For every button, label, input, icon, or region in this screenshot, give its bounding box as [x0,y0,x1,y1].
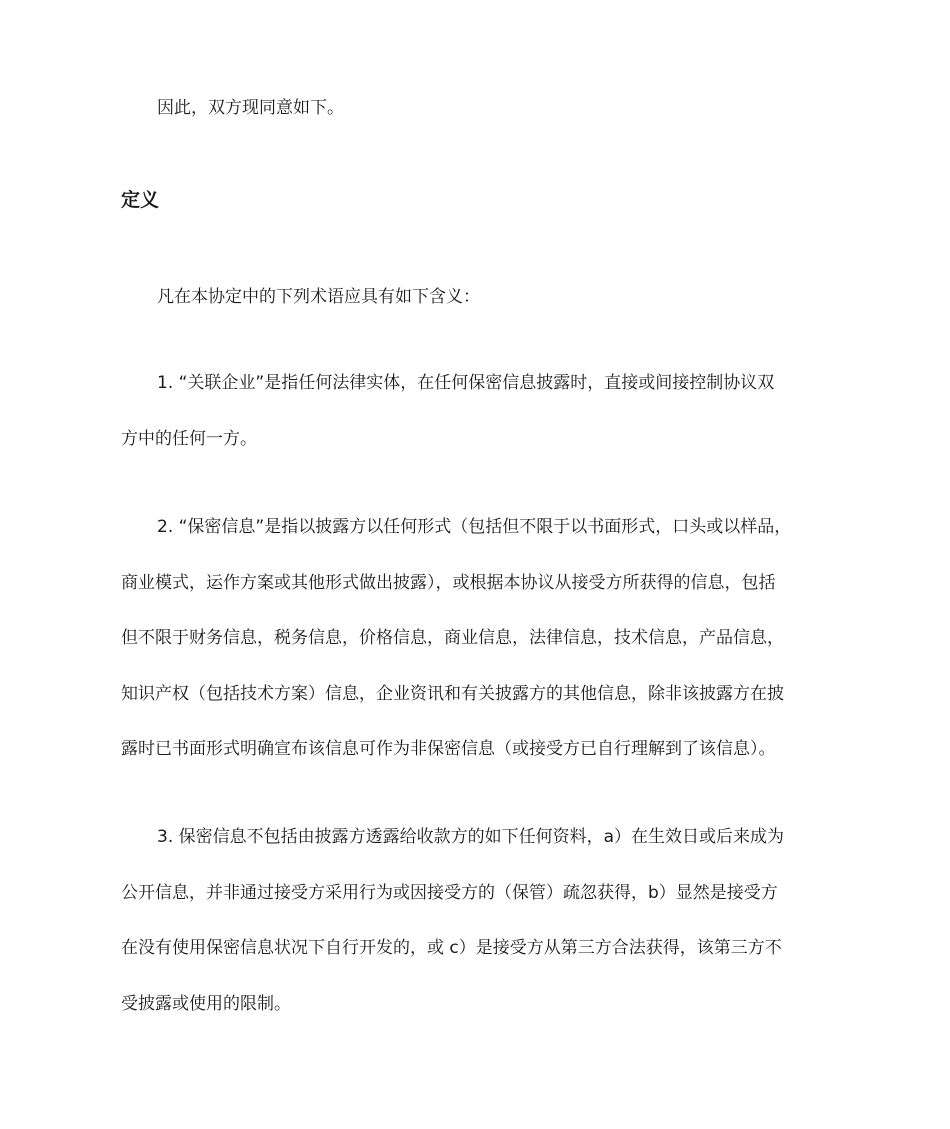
section-heading: 定义 [121,189,160,211]
clause-1-line: 1. “关联企业”是指任何法律实体，在任何保密信息披露时，直接或间接控制协议双 [157,373,775,393]
clause-2-line: 2. “保密信息”是指以披露方以任何形式（包括但不限于以书面形式，口头或以样品， [157,517,792,537]
clause-2-line: 知识产权（包括技术方案）信息，企业资讯和有关披露方的其他信息，除非该披露方在披 [121,683,784,704]
clause-2-line: 但不限于财务信息，税务信息，价格信息，商业信息，法律信息，技术信息，产品信息， [121,628,784,648]
clause-2-line: 商业模式，运作方案或其他形式做出披露），或根据本协议从接受方所获得的信息，包括 [121,572,776,593]
clause-3-line: 公开信息，并非通过接受方采用行为或因接受方的（保管）疏忽获得，b）显然是接受方 [121,882,778,903]
intro-paragraph [121,81,861,137]
clause-2-paragraph [121,500,861,778]
clause-3-line: 3. 保密信息不包括由披露方透露给收款方的如下任何资料，a）在生效日或后来成为 [157,827,785,847]
clause-3-line: 受披露或使用的限制。 [121,993,291,1014]
clause-3-paragraph [121,810,861,1032]
clause-1-paragraph [121,356,861,467]
clause-1-line: 方中的任何一方。 [121,428,257,449]
intro-text: 因此，双方现同意如下。 [157,98,344,118]
clause-3-line: 在没有使用保密信息状况下自行开发的，或 c）是接受方从第三方合法获得，该第三方不 [121,938,782,958]
definitions-lead-text: 凡在本协定中的下列术语应具有如下含义： [157,287,480,307]
definitions-lead-paragraph [121,270,861,326]
clause-2-line: 露时已书面形式明确宣布该信息可作为非保密信息（或接受方已自行理解到了该信息）。 [121,739,776,759]
